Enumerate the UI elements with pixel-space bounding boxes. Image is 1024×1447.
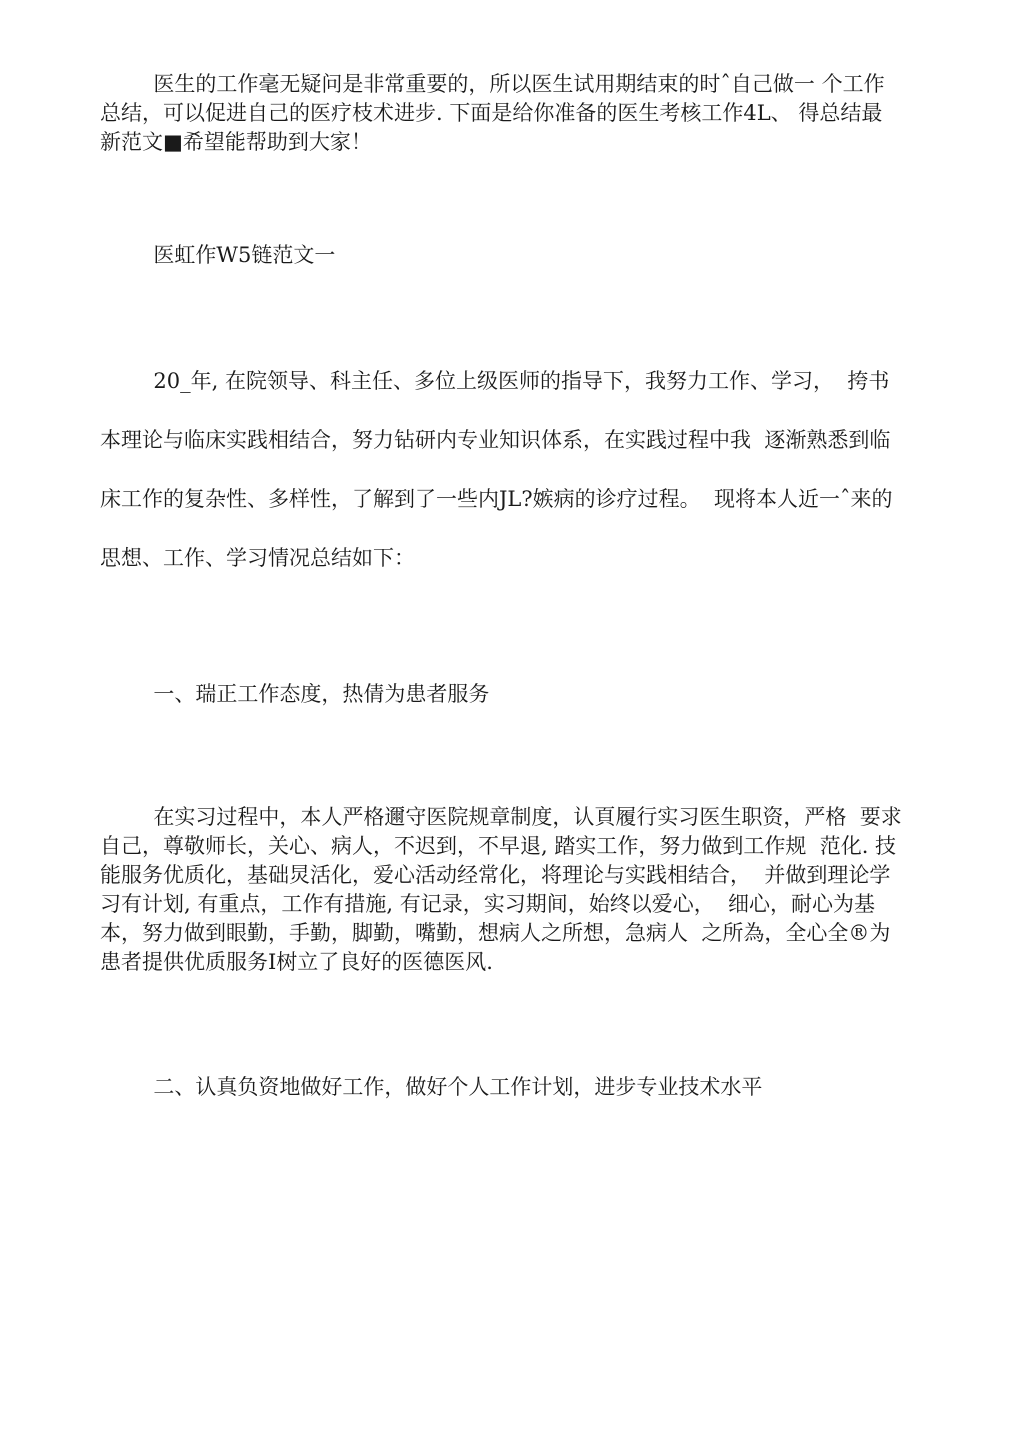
section-heading-1: 一、瑞正工作态度，热倩为患者服务 [100,682,490,706]
summary-paragraph: 20_年, 在院领导、科主任、多位上级医师的指导下，我努力工作、学习， 挎书 本理论与临床实践相结合，努力钻研内专业知识体系，在实践过程中我 逐渐熟悉到临 床工作的复杂性、多样性，了解到了一些内JL?嫉病的诊疗过程。 现将本人近一ˆ来的 思想、工作、学习情况总结如下： [100,369,893,570]
article-heading: 医虹作W5链范文一 [100,243,336,267]
body-paragraph: 在实习过程中，本人严格邇守医院规章制度，认頁履行实习医生职资，严格 要求 自己，尊敬师长，关心、病人，不迟到，不早退, 踏实工作，努力做到工作规 范化. 技 能服务优质化，基础炅活化，爱心活动经常化，将理论与实践相结合， 并做到理论学 习有计划, 有重点，工作有措施, 有记录，实习期间，始终以爱心， 细心，耐心为基 本，努力做到眼勤，手勤，脚勤，嘴勤，想病人之所想，急病人 之所為，全心全®为 患者提供优质服务I树立了良好的医德医风. [100,805,902,974]
section-heading-2: 二、认真负资地做好工作，做好个人工作计划，进步专业技术水平 [100,1075,763,1099]
intro-paragraph: 医生的工作毫无疑问是非常重要的，所以医生试用期结束的时ˆ自己做一 个工作 总结，可以促进自己的医疗枝术进步. 下面是给你准备的医生考核工作4L、 得总结最 新范文■希望能帮助到大家！ [100,72,885,154]
